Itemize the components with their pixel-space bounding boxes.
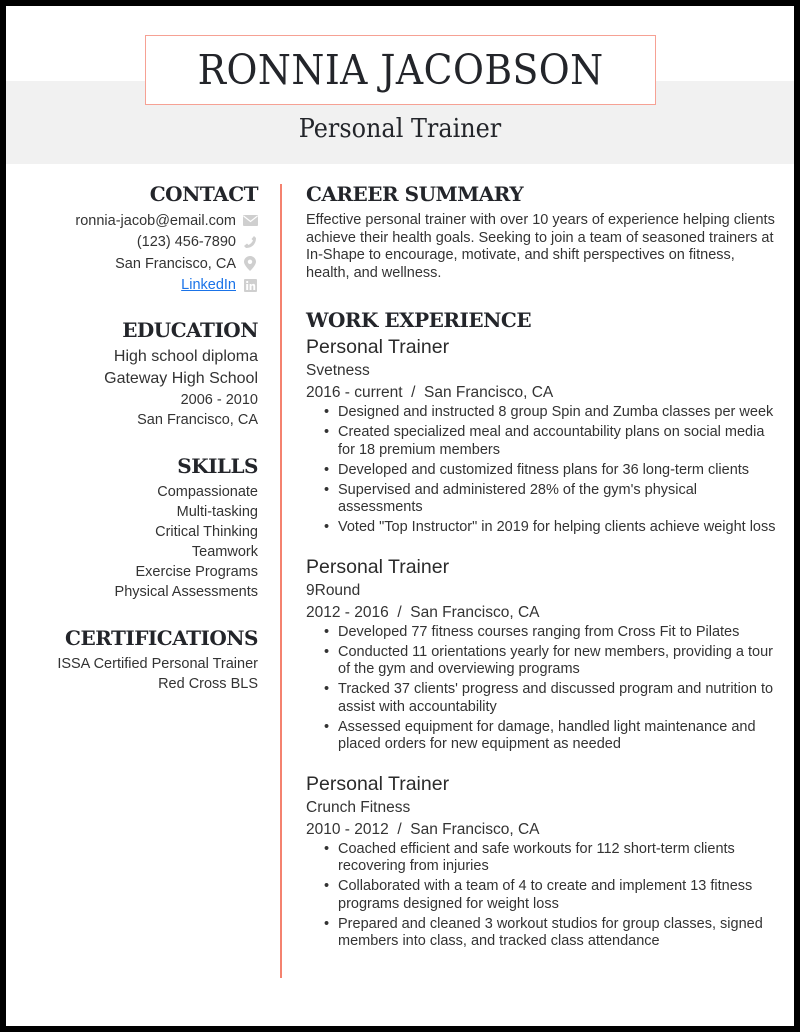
education-section [6, 318, 258, 430]
job-bullets [324, 624, 776, 754]
job-bullet: • Conducted 11 orientations yearly for new members, providing a tour of the gym and overviewing programs [324, 644, 776, 679]
map-pin-icon [242, 256, 258, 272]
phone-icon [242, 234, 258, 250]
resume-page [6, 6, 794, 1026]
education-school: Gateway High School [104, 370, 258, 387]
education-heading: EDUCATION [122, 318, 258, 342]
job-bullet: • Assessed equipment for damage, handled light maintenance and placed orders for new equipment as needed [324, 719, 776, 754]
job-bullets [324, 841, 776, 951]
job-dates-location: 2016 - current / San Francisco, CA [306, 384, 554, 401]
envelope-icon [242, 213, 258, 229]
job-title: Personal Trainer [306, 772, 450, 795]
education-years: 2006 - 2010 [180, 392, 258, 408]
location-text: San Francisco, CA [115, 255, 236, 272]
job-entry [306, 771, 776, 951]
certification-item: Red Cross BLS [158, 676, 258, 692]
skill-item: Exercise Programs [135, 564, 258, 580]
linkedin-icon [242, 277, 258, 293]
job-dates-location: 2012 - 2016 / San Francisco, CA [306, 603, 540, 621]
job-bullet: • Designed and instructed 8 group Spin and Zumba classes per week [324, 404, 776, 422]
certification-item: ISSA Certified Personal Trainer [57, 656, 258, 672]
skill-item: Critical Thinking [155, 524, 258, 540]
contact-phone [6, 232, 258, 254]
linkedin-link[interactable]: LinkedIn [181, 277, 236, 294]
job-company: Svetness [306, 362, 370, 379]
job-company: Crunch Fitness [306, 798, 411, 816]
skill-item: Teamwork [191, 544, 258, 560]
contact-location [6, 253, 258, 275]
column-divider [280, 184, 282, 978]
job-title: Personal Trainer [306, 555, 450, 578]
education-degree: High school diploma [113, 348, 258, 365]
contact-heading: CONTACT [149, 182, 258, 206]
summary-text: Effective personal trainer with over 10 years of experience helping clients achieve their health goals. Seeking to join a team of seasoned trainers at In-Shape to encourage, motivate, and shift perspectives on fitness, health, and wellness. [306, 212, 775, 281]
experience-heading: WORK EXPERIENCE [306, 308, 532, 332]
email-text: ronnia-jacob@email.com [75, 212, 236, 229]
phone-text: (123) 456-7890 [136, 234, 236, 251]
job-bullet: • Developed 77 fitness courses ranging from Cross Fit to Pilates [324, 624, 776, 642]
summary-section [306, 182, 776, 282]
job-bullet: • Prepared and cleaned 3 workout studios for group classes, signed members into class, and tracked class attendance [324, 916, 776, 951]
job-bullet: • Created specialized meal and accountability plans on social media for 18 premium members [324, 424, 776, 459]
contact-email [6, 210, 258, 232]
experience-section [306, 308, 776, 951]
left-column [6, 182, 258, 694]
job-bullet: • Voted "Top Instructor" in 2019 for helping clients achieve weight loss [324, 519, 776, 537]
job-bullet: • Coached efficient and safe workouts for 112 short-term clients recovering from injuries [324, 841, 776, 876]
certifications-section [6, 626, 258, 694]
contact-linkedin [6, 275, 258, 297]
summary-heading: CAREER SUMMARY [306, 182, 524, 206]
job-bullet: • Developed and customized fitness plans for 36 long-term clients [324, 462, 776, 480]
job-dates-location: 2010 - 2012 / San Francisco, CA [306, 820, 540, 838]
skill-item: Compassionate [157, 484, 258, 500]
skills-section [6, 454, 258, 602]
job-title: Personal Trainer [306, 336, 450, 358]
certifications-heading: CERTIFICATIONS [65, 626, 258, 650]
job-bullet: • Supervised and administered 28% of the gym's physical assessments [324, 482, 776, 517]
job-entry [306, 554, 776, 754]
job-company: 9Round [306, 581, 361, 599]
job-title-heading: Personal Trainer [298, 114, 502, 144]
skill-item: Multi-tasking [176, 504, 258, 520]
contact-section [6, 182, 258, 296]
job-entry [306, 334, 776, 537]
candidate-name: RONNIA JACOBSON [197, 46, 604, 94]
job-bullets [324, 404, 776, 537]
right-column [306, 182, 776, 953]
job-bullet: • Tracked 37 clients' progress and discussed program and nutrition to assist with accountability [324, 681, 776, 716]
education-location: San Francisco, CA [137, 412, 258, 428]
skills-heading: SKILLS [177, 454, 258, 478]
name-box [145, 35, 656, 105]
skill-item: Physical Assessments [114, 584, 258, 600]
job-bullet: • Collaborated with a team of 4 to create and implement 13 fitness programs designed for weight loss [324, 878, 776, 913]
